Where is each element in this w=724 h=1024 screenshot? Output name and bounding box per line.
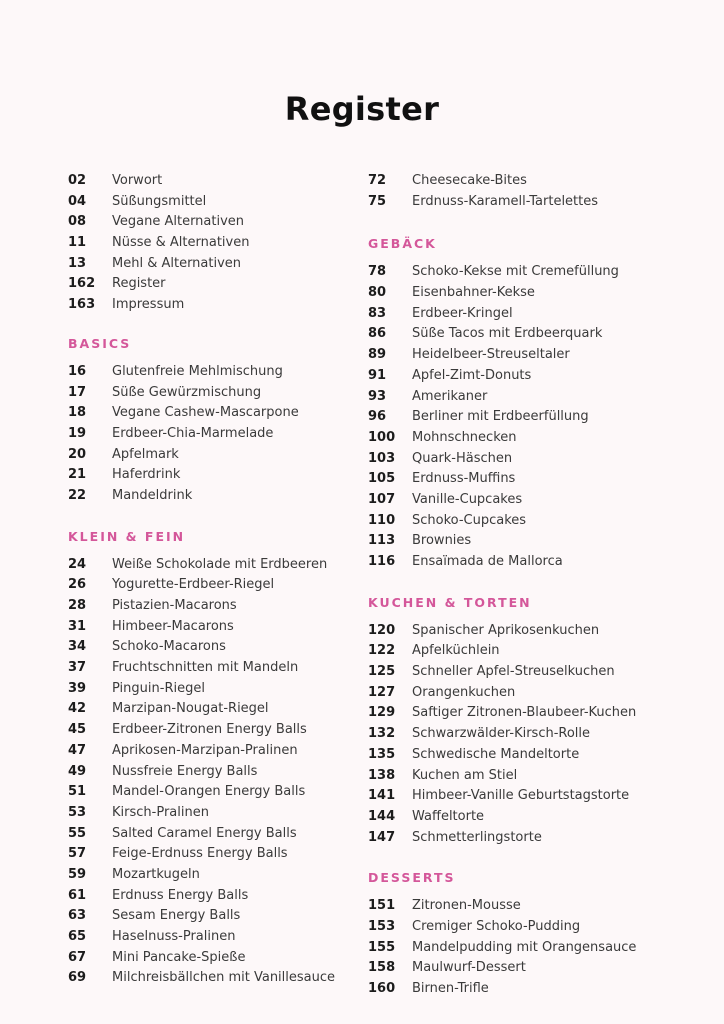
page-number: 86 — [368, 326, 387, 342]
recipe-title: Zitronen-Mousse — [412, 898, 521, 914]
page-number: 103 — [368, 450, 396, 466]
recipe-title: Berliner mit Erdbeerfüllung — [412, 409, 589, 425]
index-entry — [368, 662, 668, 683]
index-entry — [68, 254, 358, 275]
section-desserts — [368, 868, 668, 999]
index-entry — [368, 896, 668, 917]
index-entry — [368, 531, 668, 552]
recipe-title: Register — [112, 276, 166, 292]
left-column — [68, 171, 358, 989]
page-number: 93 — [368, 388, 387, 404]
index-entry — [368, 192, 668, 213]
recipe-title: Spanischer Aprikosenkuchen — [412, 622, 600, 638]
page-number: 21 — [68, 467, 87, 483]
page-number: 83 — [368, 305, 387, 321]
index-entry — [368, 766, 668, 787]
page-number: 53 — [68, 804, 87, 820]
index-entry — [368, 428, 668, 449]
page-title: Register — [284, 90, 440, 128]
page-number: 80 — [368, 285, 387, 301]
index-entry — [68, 575, 358, 596]
page-number: 141 — [368, 788, 396, 804]
index-entry — [68, 927, 358, 948]
page-number: 37 — [68, 660, 87, 676]
page-number: 51 — [68, 784, 87, 800]
index-entry — [368, 828, 668, 849]
page-number: 13 — [68, 255, 87, 271]
page-number: 138 — [368, 767, 396, 783]
recipe-title: Süße Gewürzmischung — [112, 384, 262, 400]
index-entry — [368, 511, 668, 532]
index-entry — [368, 283, 668, 304]
recipe-title: Erdnuss-Muffins — [412, 471, 516, 487]
page-number: 19 — [68, 425, 87, 441]
page-number: 65 — [68, 929, 87, 944]
section-geb-ck — [368, 234, 668, 572]
recipe-title: Quark-Häschen — [412, 450, 513, 466]
page-number: 47 — [68, 742, 87, 758]
page-number: 100 — [368, 429, 396, 445]
recipe-title: Eisenbahner-Kekse — [412, 285, 535, 301]
recipe-title: Amerikaner — [412, 388, 488, 404]
recipe-title: Schoko-Macarons — [112, 639, 226, 655]
page-number: 08 — [68, 214, 87, 230]
page-number: 107 — [368, 491, 396, 507]
recipe-title: Schneller Apfel-Streuselkuchen — [412, 664, 615, 680]
index-entry — [368, 304, 668, 325]
recipe-title: Brownies — [412, 533, 472, 549]
index-entry — [368, 469, 668, 490]
recipe-title: Mandel-Orangen Energy Balls — [112, 784, 306, 800]
index-entry — [68, 865, 358, 886]
page-number: 91 — [368, 367, 387, 383]
page-number: 122 — [368, 643, 396, 659]
index-entry — [368, 552, 668, 573]
recipe-title: Saftiger Zitronen-Blaubeer-Kuchen — [412, 705, 637, 721]
index-entry — [68, 762, 358, 783]
index-entry — [368, 324, 668, 345]
index-entry — [368, 171, 668, 192]
recipe-title: Erdbeer-Kringel — [412, 305, 513, 321]
page-number: 55 — [68, 825, 87, 841]
recipe-title: Süßungsmittel — [112, 193, 207, 209]
recipe-title: Pinguin-Riegel — [112, 680, 205, 696]
page-number: 105 — [368, 471, 396, 487]
page-number: 147 — [368, 829, 396, 845]
recipe-title: Kuchen am Stiel — [412, 767, 518, 783]
recipe-title: Impressum — [112, 297, 185, 313]
index-entry — [68, 824, 358, 845]
page-number: 158 — [368, 960, 396, 976]
index-entry — [68, 948, 358, 969]
recipe-title: Haselnuss-Pralinen — [112, 929, 236, 944]
index-entry — [368, 703, 668, 724]
recipe-title: Orangenkuchen — [412, 684, 516, 700]
index-entry — [68, 362, 358, 383]
index-entry — [368, 449, 668, 470]
recipe-title: Schwedische Mandeltorte — [412, 746, 580, 762]
recipe-title: Schmetterlingstorte — [412, 829, 542, 845]
index-entry — [368, 262, 668, 283]
right-column — [368, 171, 668, 1000]
recipe-title: Schoko-Cupcakes — [412, 512, 527, 528]
recipe-title: Erdbeer-Zitronen Energy Balls — [112, 722, 307, 738]
index-entry — [68, 679, 358, 700]
page-number: 61 — [68, 887, 87, 903]
recipe-title: Ensaïmada de Mallorca — [412, 554, 563, 569]
page-number: 18 — [68, 405, 87, 421]
recipe-title: Salted Caramel Energy Balls — [112, 825, 297, 841]
recipe-title: Birnen-Trifle — [412, 981, 489, 996]
index-entry — [368, 938, 668, 959]
recipe-title: Apfelküchlein — [412, 643, 500, 659]
recipe-title: Erdbeer-Chia-Marmelade — [112, 425, 274, 441]
page-number: 24 — [68, 556, 87, 572]
recipe-title: Aprikosen-Marzipan-Pralinen — [112, 742, 298, 758]
page-number: 42 — [68, 701, 87, 717]
section-heading: KLEIN & FEIN — [68, 528, 186, 544]
index-entry — [368, 366, 668, 387]
index-entry — [68, 445, 358, 466]
recipe-title: Apfelmark — [112, 446, 179, 462]
page-number: 110 — [368, 512, 396, 528]
page-number: 127 — [368, 684, 396, 700]
recipe-title: Himbeer-Vanille Geburtstagstorte — [412, 788, 630, 804]
index-entry — [68, 555, 358, 576]
index-entry — [368, 917, 668, 938]
page-number: 59 — [68, 866, 87, 882]
recipe-title: Mehl & Alternativen — [112, 255, 242, 271]
recipe-title: Schoko-Kekse mit Cremefüllung — [412, 264, 619, 280]
page-number: 78 — [368, 264, 387, 280]
recipe-title: Cremiger Schoko-Pudding — [412, 918, 581, 934]
index-entry — [68, 658, 358, 679]
page-number: 45 — [68, 722, 87, 738]
page-number: 163 — [68, 297, 96, 313]
page-number: 135 — [368, 746, 396, 762]
page-number: 04 — [68, 193, 87, 209]
index-entry — [68, 699, 358, 720]
section-klein-fein — [68, 527, 358, 989]
page-number: 132 — [368, 726, 396, 742]
index-entry — [68, 596, 358, 617]
page-number: 120 — [368, 622, 396, 638]
recipe-title: Schwarzwälder-Kirsch-Rolle — [412, 726, 591, 742]
recipe-title: Vorwort — [112, 173, 163, 188]
recipe-title: Süße Tacos mit Erdbeerquark — [412, 326, 603, 342]
page-number: 57 — [68, 846, 87, 862]
index-entry — [68, 233, 358, 254]
index-entry — [68, 720, 358, 741]
page-number: 22 — [68, 487, 87, 503]
page-number: 63 — [68, 908, 87, 924]
section-basics — [68, 334, 358, 507]
index-entry — [68, 295, 358, 316]
recipe-title: Erdnuss-Karamell-Tartelettes — [412, 193, 599, 209]
page-number: 11 — [68, 235, 87, 251]
recipe-title: Marzipan-Nougat-Riegel — [112, 701, 269, 717]
section-heading: DESSERTS — [368, 870, 456, 886]
index-entry — [68, 844, 358, 865]
page-number: 34 — [68, 639, 87, 655]
page-number: 160 — [368, 981, 396, 996]
section-kuchen-torten — [368, 593, 668, 849]
page-number: 69 — [68, 970, 87, 986]
recipe-title: Himbeer-Macarons — [112, 618, 234, 634]
page-number: 67 — [68, 949, 87, 965]
recipe-title: Nussfreie Energy Balls — [112, 763, 258, 779]
index-entry — [368, 724, 668, 745]
index-entry — [68, 424, 358, 445]
page-number: 96 — [368, 409, 387, 425]
page-number: 89 — [368, 347, 387, 363]
page-number: 28 — [68, 598, 87, 613]
index-entry — [68, 274, 358, 295]
index-entry — [68, 741, 358, 762]
index-entry — [68, 782, 358, 803]
recipe-title: Sesam Energy Balls — [112, 908, 241, 924]
recipe-title: Kirsch-Pralinen — [112, 804, 209, 820]
recipe-title: Mandelpudding mit Orangensauce — [412, 939, 637, 955]
recipe-title: Mini Pancake-Spieße — [112, 949, 246, 965]
index-entry — [368, 958, 668, 979]
recipe-title: Vegane Cashew-Mascarpone — [112, 405, 299, 421]
page-number: 162 — [68, 276, 96, 292]
page-number: 26 — [68, 577, 87, 593]
recipe-title: Heidelbeer-Streuseltaler — [412, 347, 570, 363]
page-number: 155 — [368, 939, 396, 955]
index-entry — [368, 641, 668, 662]
section-heading: BASICS — [68, 335, 132, 351]
page-number: 125 — [368, 664, 396, 680]
page-number: 20 — [68, 446, 87, 462]
page-number: 144 — [368, 808, 396, 824]
recipe-title: Mozartkugeln — [112, 866, 200, 882]
index-entry — [368, 745, 668, 766]
recipe-title: Waffeltorte — [412, 808, 485, 824]
index-entry — [68, 465, 358, 486]
index-entry — [68, 212, 358, 233]
index-entry — [368, 683, 668, 704]
page-number: 151 — [368, 898, 396, 914]
page-number: 72 — [368, 173, 387, 188]
page-number: 116 — [368, 554, 396, 569]
index-entry — [368, 345, 668, 366]
page-number: 39 — [68, 680, 87, 696]
index-entry — [68, 906, 358, 927]
section-intro — [68, 171, 358, 316]
recipe-title: Mohnschnecken — [412, 429, 517, 445]
page-number: 129 — [368, 705, 396, 721]
index-entry — [68, 637, 358, 658]
index-entry — [68, 171, 358, 192]
recipe-title: Vanille-Cupcakes — [412, 491, 523, 507]
recipe-title: Pistazien-Macarons — [112, 598, 237, 613]
recipe-title: Vegane Alternativen — [112, 214, 245, 230]
section-intro — [368, 171, 668, 212]
index-entry — [68, 968, 358, 989]
index-entry — [368, 407, 668, 428]
recipe-title: Cheesecake-Bites — [412, 173, 527, 188]
index-entry — [68, 192, 358, 213]
recipe-title: Nüsse & Alternativen — [112, 235, 250, 251]
index-entry — [68, 383, 358, 404]
recipe-title: Haferdrink — [112, 467, 181, 483]
recipe-title: Yogurette-Erdbeer-Riegel — [112, 577, 275, 593]
index-entry — [368, 807, 668, 828]
page-number: 16 — [68, 363, 87, 379]
page-number: 153 — [368, 918, 396, 934]
index-entry — [368, 621, 668, 642]
index-entry — [368, 786, 668, 807]
page-number: 113 — [368, 533, 396, 549]
page-number: 02 — [68, 173, 87, 188]
recipe-title: Weiße Schokolade mit Erdbeeren — [112, 556, 328, 572]
recipe-title: Fruchtschnitten mit Mandeln — [112, 660, 299, 676]
index-entry — [368, 979, 668, 1000]
recipe-title: Milchreisbällchen mit Vanillesauce — [112, 970, 336, 986]
recipe-title: Feige-Erdnuss Energy Balls — [112, 846, 288, 862]
page-number: 75 — [368, 193, 387, 209]
index-entry — [68, 803, 358, 824]
section-heading: GEBÄCK — [368, 236, 437, 252]
index-entry — [68, 886, 358, 907]
section-heading: KUCHEN & TORTEN — [368, 594, 532, 610]
recipe-title: Mandeldrink — [112, 487, 193, 503]
page-number: 49 — [68, 763, 87, 779]
recipe-title: Erdnuss Energy Balls — [112, 887, 249, 903]
recipe-title: Maulwurf-Dessert — [412, 960, 526, 976]
index-entry — [68, 617, 358, 638]
page-number: 31 — [68, 618, 87, 634]
index-entry — [368, 490, 668, 511]
recipe-title: Glutenfreie Mehlmischung — [112, 363, 283, 379]
index-entry — [68, 403, 358, 424]
page-number: 17 — [68, 384, 87, 400]
index-entry — [68, 486, 358, 507]
recipe-title: Apfel-Zimt-Donuts — [412, 367, 532, 383]
index-entry — [368, 387, 668, 408]
